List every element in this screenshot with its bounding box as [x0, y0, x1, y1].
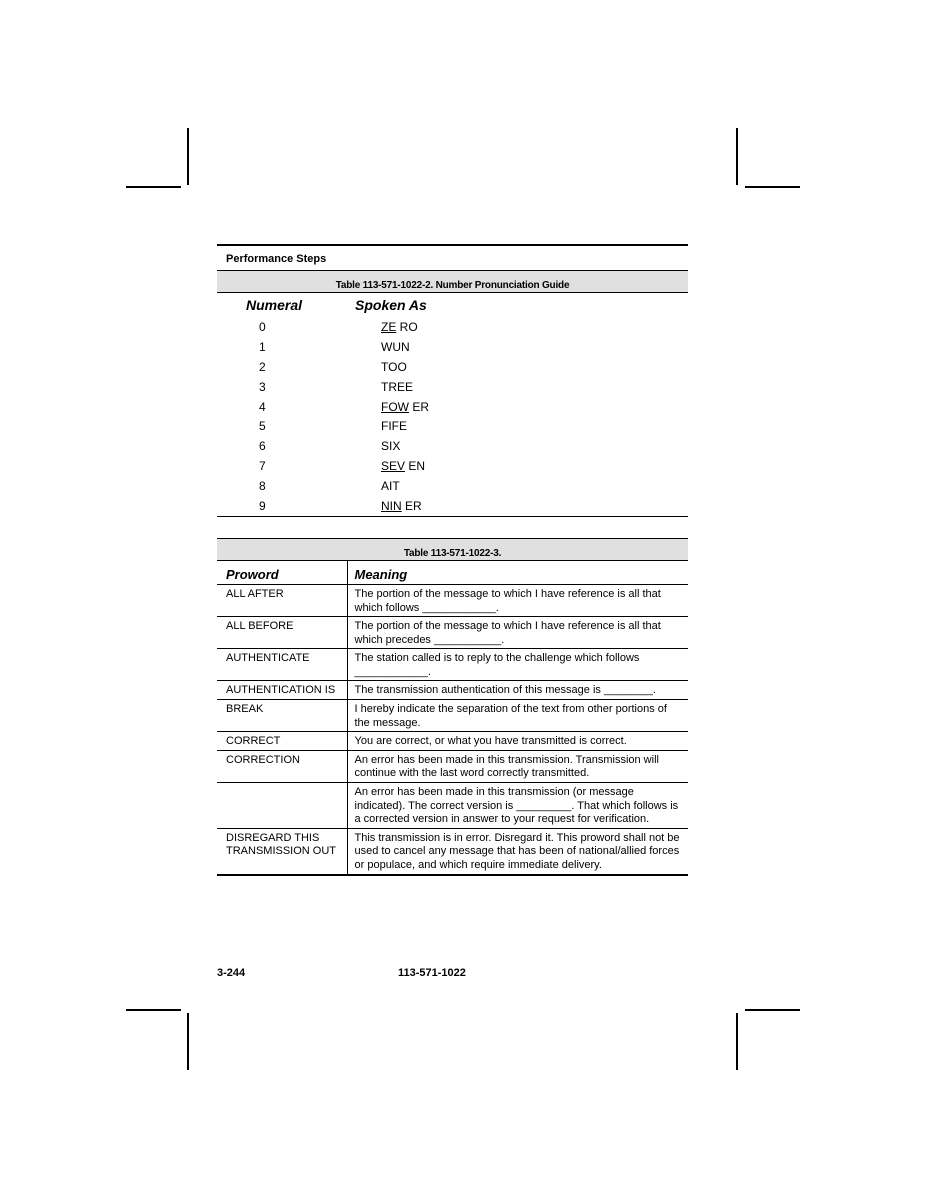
- table-row: [217, 377, 688, 397]
- number-rows: [217, 317, 688, 516]
- meaning-cell: This transmission is in error. Disregard it. This proword shall not be used to cancel any message that has been of national/allied forces or populace, and which require immediate delivery.: [347, 828, 688, 874]
- meaning-cell: The transmission authentication of this message is ________.: [347, 681, 688, 700]
- spoken-as-cell: [381, 439, 400, 453]
- column-header-spoken-as: Spoken As: [355, 297, 427, 313]
- table-header-row: [217, 561, 688, 585]
- table-caption: Table 113-571-1022-2. Number Pronunciation Guide: [217, 270, 688, 293]
- table-row: [217, 357, 688, 377]
- crop-mark-top-right-v: [736, 128, 738, 185]
- numeral-cell: 1: [259, 339, 266, 354]
- syllable-rest: ER: [401, 498, 422, 513]
- table-row: [217, 337, 688, 357]
- table-row: [217, 750, 688, 782]
- numeral-cell: 3: [259, 379, 266, 394]
- spoken-as-cell: [381, 380, 413, 394]
- proword-cell: [217, 783, 347, 829]
- spoken-as-cell: [381, 499, 422, 513]
- spoken-as-cell: [381, 360, 407, 374]
- table-caption: Table 113-571-1022-3.: [217, 538, 688, 561]
- syllable-rest: SIX: [381, 439, 401, 454]
- crop-mark-bottom-left-h: [126, 1009, 181, 1011]
- numeral-cell: 8: [259, 479, 266, 494]
- syllable-rest: WUN: [381, 339, 410, 354]
- numeral-cell: 5: [259, 419, 266, 434]
- spoken-as-cell: [381, 459, 425, 473]
- stressed-syllable: FOW: [381, 399, 409, 414]
- meaning-cell: An error has been made in this transmission. Transmission will continue with the last word correctly transmitted.: [347, 750, 688, 782]
- table-header: [217, 293, 688, 317]
- proword-cell: BREAK: [217, 700, 347, 732]
- table-row: [217, 649, 688, 681]
- table-row: [217, 700, 688, 732]
- numeral-cell: 0: [259, 319, 266, 334]
- meaning-cell: The portion of the message to which I have reference is all that which precedes ___________.: [347, 617, 688, 649]
- proword-cell: CORRECT: [217, 732, 347, 751]
- task-number: 113-571-1022: [398, 967, 466, 979]
- page-number: 3-244: [217, 967, 246, 979]
- numeral-cell: 6: [259, 439, 266, 454]
- table-row: [217, 617, 688, 649]
- table-row: [217, 681, 688, 700]
- proword-table: [217, 561, 688, 876]
- crop-mark-top-left-v: [187, 128, 189, 185]
- column-header-numeral: Numeral: [246, 297, 303, 313]
- stressed-syllable: NIN: [381, 498, 402, 513]
- proword-table-wrapper: [217, 538, 688, 876]
- meaning-cell: You are correct, or what you have transmitted is correct.: [347, 732, 688, 751]
- proword-cell: ALL BEFORE: [217, 617, 347, 649]
- numeral-cell: 4: [259, 399, 266, 414]
- table-row: [217, 476, 688, 496]
- stressed-syllable: ZE: [381, 319, 397, 334]
- spoken-as-cell: [381, 340, 410, 354]
- section-title: Performance Steps: [226, 253, 327, 265]
- meaning-cell: The portion of the message to which I have reference is all that which follows ____________.: [347, 584, 688, 616]
- column-header-proword: Proword: [217, 561, 347, 585]
- table-row: [217, 584, 688, 616]
- proword-cell: CORRECTION: [217, 750, 347, 782]
- proword-cell: AUTHENTICATE: [217, 649, 347, 681]
- syllable-rest: FIFE: [381, 419, 407, 434]
- meaning-cell: An error has been made in this transmission (or message indicated). The correct version is _________. That which follows is a corrected version in answer to your request for verification.: [347, 783, 688, 829]
- crop-mark-bottom-left-v: [187, 1013, 189, 1070]
- crop-mark-top-left-h: [126, 186, 181, 188]
- meaning-cell: The station called is to reply to the challenge which follows ____________.: [347, 649, 688, 681]
- table-row: [217, 732, 688, 751]
- number-pronunciation-table: [217, 270, 688, 517]
- table-row: [217, 456, 688, 476]
- table-row: [217, 783, 688, 829]
- column-header-meaning: Meaning: [347, 561, 688, 585]
- page-content: [217, 244, 688, 876]
- syllable-rest: EN: [405, 459, 426, 474]
- table-row: [217, 416, 688, 436]
- proword-cell: ALL AFTER: [217, 584, 347, 616]
- syllable-rest: ER: [409, 399, 430, 414]
- spoken-as-cell: [381, 400, 429, 414]
- proword-cell: DISREGARD THIS TRANSMISSION OUT: [217, 828, 347, 874]
- table-row: [217, 397, 688, 417]
- table-row: [217, 496, 688, 516]
- table-row: [217, 828, 688, 874]
- spoken-as-cell: [381, 479, 400, 493]
- numeral-cell: 2: [259, 359, 266, 374]
- crop-mark-top-right-h: [745, 186, 800, 188]
- meaning-cell: I hereby indicate the separation of the text from other portions of the message.: [347, 700, 688, 732]
- numeral-cell: 7: [259, 459, 266, 474]
- table-row: [217, 317, 688, 337]
- syllable-rest: TOO: [381, 359, 407, 374]
- proword-cell: AUTHENTICATION IS: [217, 681, 347, 700]
- spoken-as-cell: [381, 419, 407, 433]
- crop-mark-bottom-right-h: [745, 1009, 800, 1011]
- spoken-as-cell: [381, 320, 418, 334]
- numeral-cell: 9: [259, 498, 266, 513]
- table-row: [217, 436, 688, 456]
- syllable-rest: TREE: [381, 379, 414, 394]
- stressed-syllable: SEV: [381, 459, 406, 474]
- syllable-rest: RO: [396, 319, 418, 334]
- crop-mark-bottom-right-v: [736, 1013, 738, 1070]
- syllable-rest: AIT: [381, 479, 400, 494]
